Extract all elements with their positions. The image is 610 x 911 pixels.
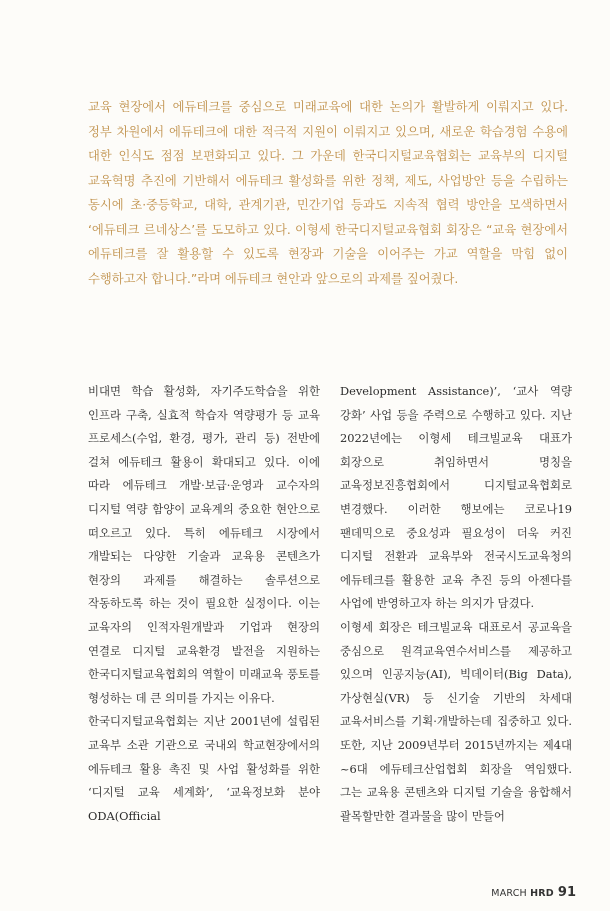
page-footer (491, 881, 576, 900)
footer-month: MARCH (491, 888, 527, 899)
magazine-label (491, 888, 554, 899)
body-column-right (340, 380, 572, 828)
body-paragraph: 이형세 회장은 테크빌교육 대표로서 공교육을 중심으로 원격교육연수서비스를 제공하고 있으며 인공지능(AI), 빅데이터(Big Data), 가상현실(VR) 등 신기술 기반의 차세대 교육서비스를 기획·개발하는데 집중하고 있다. 또한, 지난 2009년부터 2015년까지는 제4대~6대 에듀테크산업협회 회장을 역임했다. 그는 교육용 콘텐츠와 디지털 기술을 융합해서 괄목할만한 결과물을 많이 만들어 (340, 619, 572, 823)
body-paragraph: 한국디지털교육협회는 지난 2001년에 설립된 교육부 소관 기관으로 국내외 학교현장에서의 에듀테크 활용 촉진 및 사업 활성화를 위한 ‘디지털 교육 세계화’, ‘교육정보화 분야 ODA(Official (88, 714, 320, 823)
footer-magazine: HRD (530, 888, 554, 899)
page-number: 91 (557, 885, 576, 900)
body-column-left (88, 380, 320, 828)
body-paragraph: 비대면 학습 활성화, 자기주도학습을 위한 인프라 구축, 실효적 학습자 역량평가 등 교육 프로세스(수업, 환경, 평가, 관리 등) 전반에 걸쳐 에듀테크 활용이 확대되고 있다. 이에 따라 에듀테크 개발·보급·운영과 교수자의 디지털 역량 함양이 교육계의 중요한 현안으로 떠오르고 있다. 특히 에듀테크 시장에서 개발되는 다양한 기술과 교육용 콘텐츠가 현장의 과제를 해결하는 솔루션으로 작동하도록 하는 것이 필요한 실정이다. 이는 교육자의 인적자원개발과 기업과 현장의 연결로 디지털 교육환경 발전을 지원하는 한국디지털교육협회의 역할이 미래교육 풍토를 형성하는 데 큰 의미를 가지는 이유다. (88, 384, 320, 705)
lead-paragraph (88, 95, 568, 291)
lead-text: 교육 현장에서 에듀테크를 중심으로 미래교육에 대한 논의가 활발하게 이뤄지고 있다. 정부 차원에서 에듀테크에 대한 적극적 지원이 이뤄지고 있으며, 새로운 학습경험 수용에 대한 인식도 점점 보편화되고 있다. 그 가운데 한국디지털교육협회는 교육부의 디지털 교육혁명 추진에 기반해서 에듀테크 활성화를 위한 정책, 제도, 사업방안 등을 수립하는 동시에 초·중등학교, 대학, 관계기관, 민간기업 등과도 지속적 협력 방안을 모색하면서 ‘에듀테크 르네상스’를 도모하고 있다. 이형세 한국디지털교육협회 회장은 “교육 현장에서 에듀테크를 잘 활용할 수 있도록 현장과 기술을 이어주는 가교 역할을 막힘 없이 수행하고자 합니다.”라며 에듀테크 현안과 앞으로의 과제를 짚어줬다. (88, 100, 568, 286)
body-paragraph: Development Assistance)’, ‘교사 역량 강화’ 사업 등을 주력으로 수행하고 있다. 지난 2022년에는 이형세 테크빌교육 대표가 회장으로 취임하면서 명칭을 교육정보진흥협회에서 디지털교육협회로 변경했다. 이러한 행보에는 코로나19 팬데믹으로 중요성과 필요성이 더욱 커진 디지털 전환과 교육부와 전국시도교육청의 에듀테크를 활용한 교육 추진 등의 아젠다를 사업에 반영하고자 하는 의지가 담겼다. (340, 384, 572, 611)
